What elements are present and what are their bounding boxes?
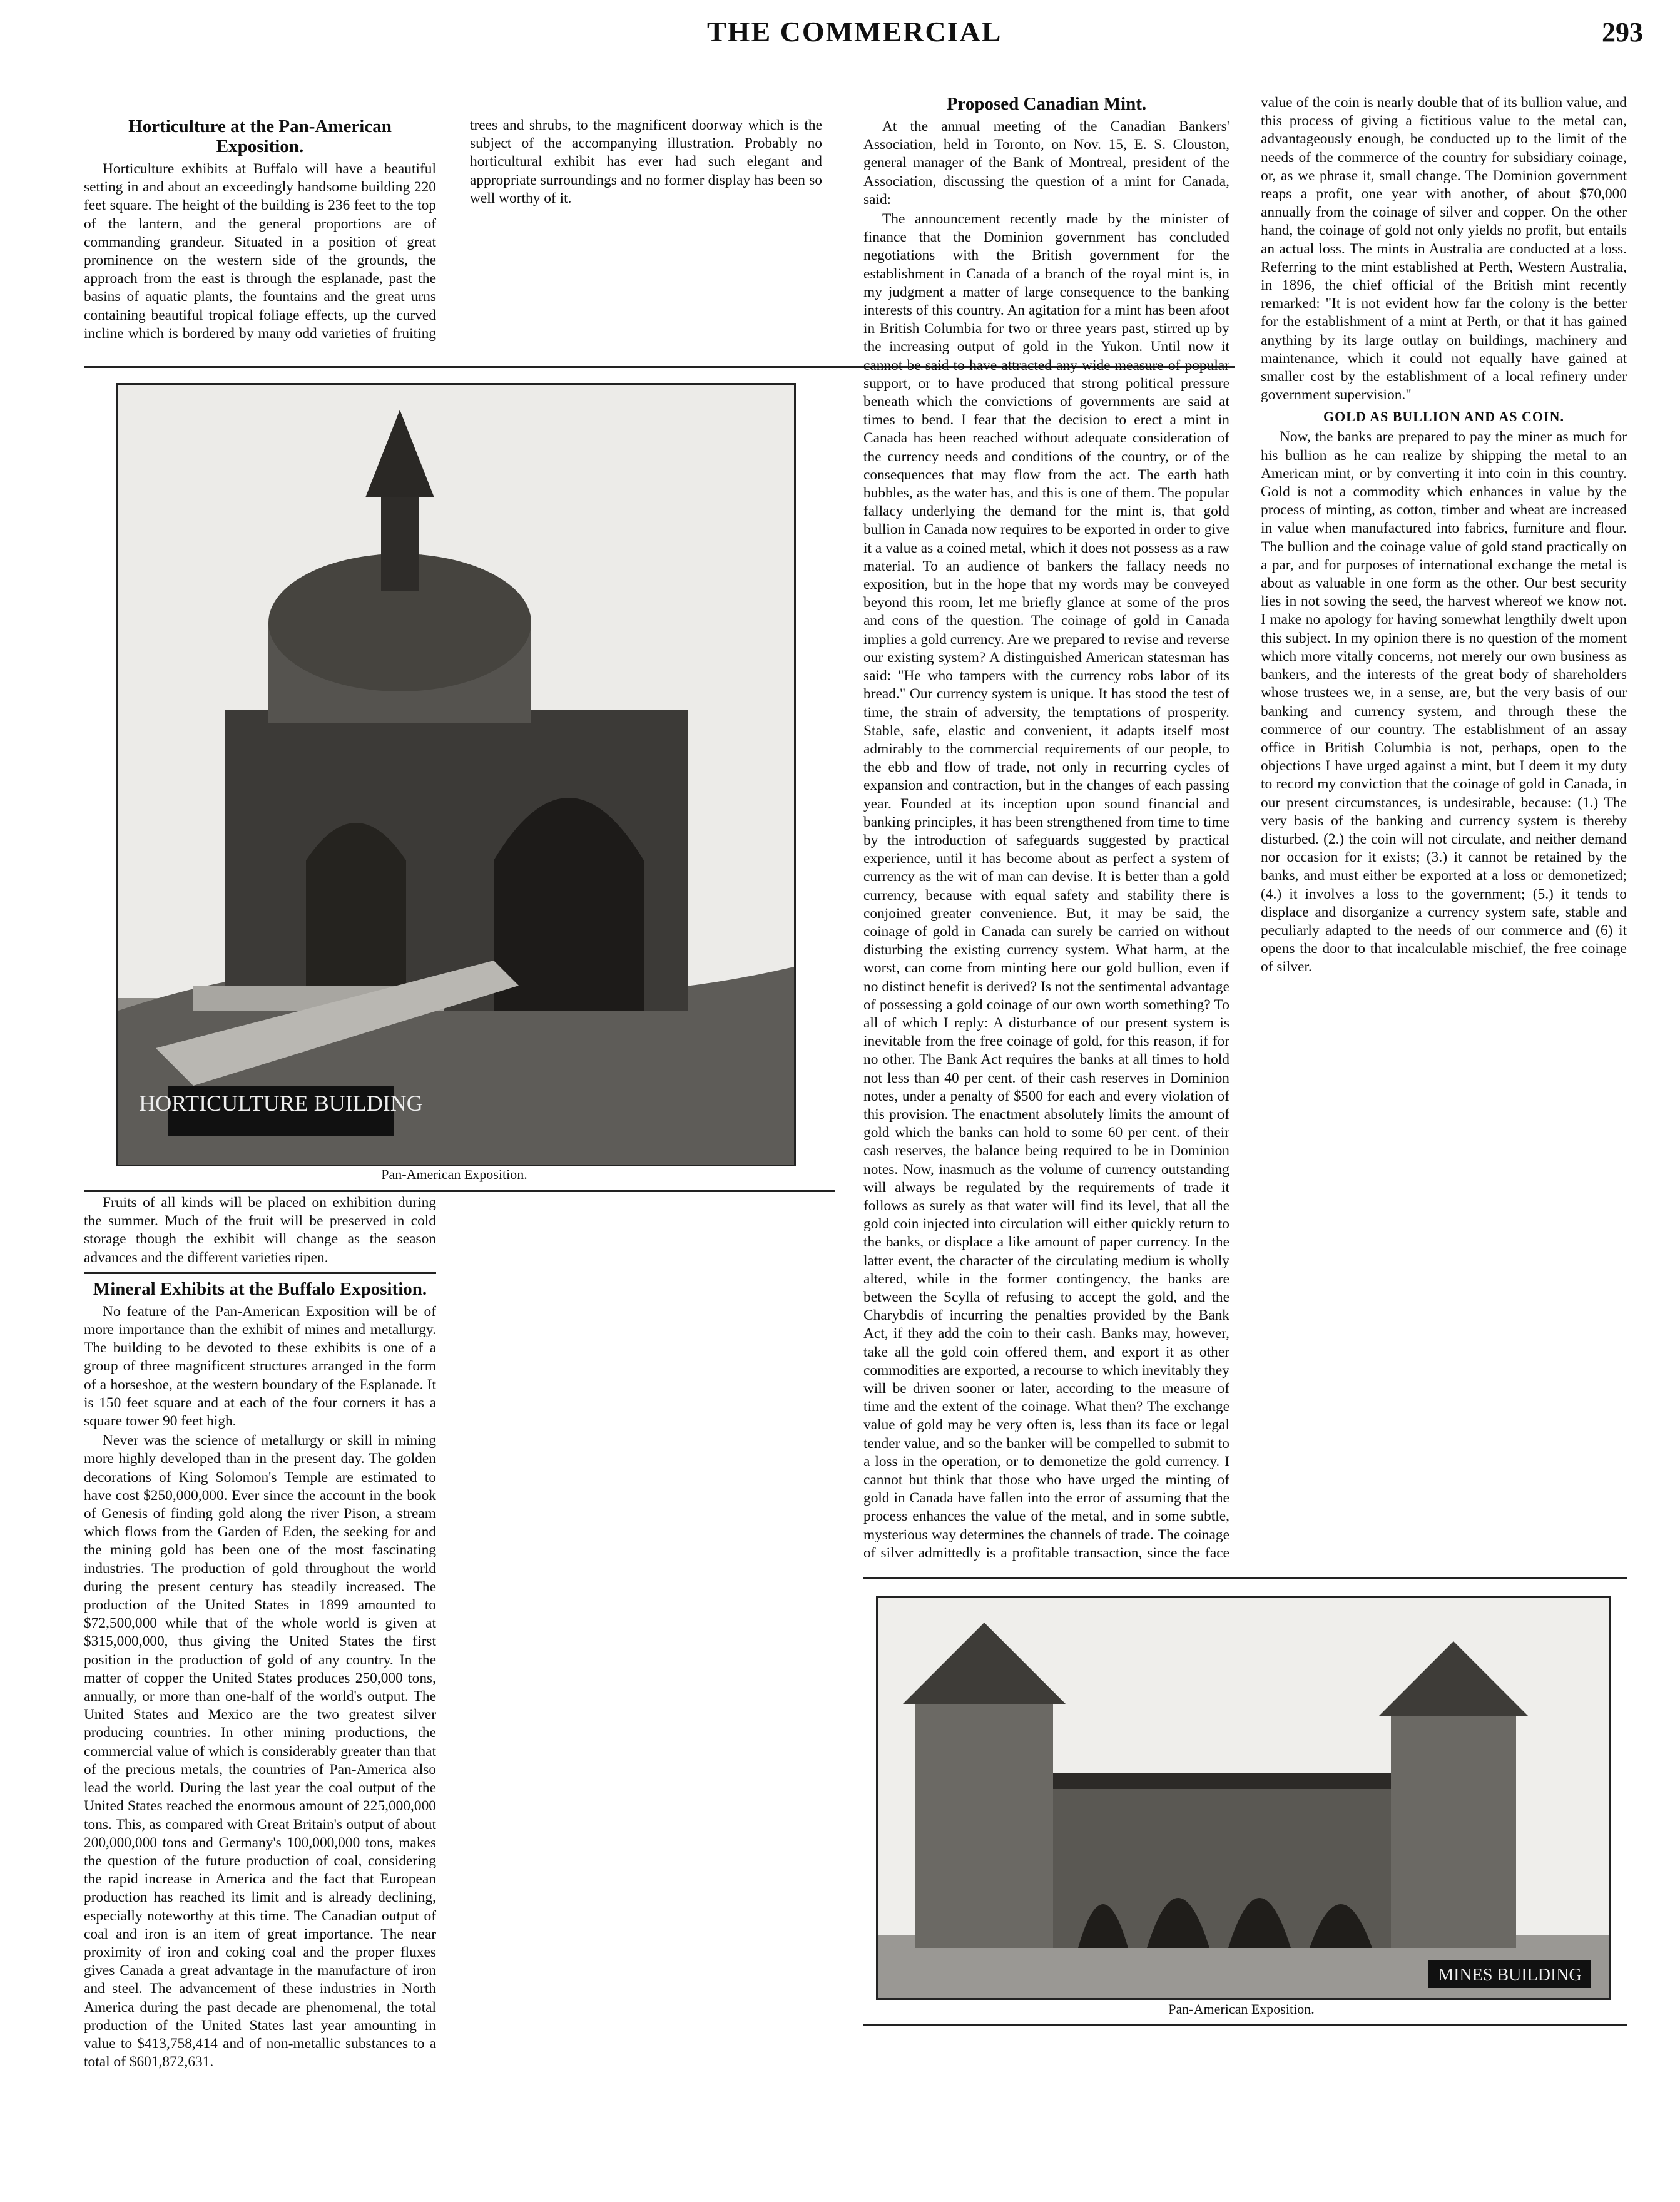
- mineral-paragraph: Never was the science of metallurgy or skill in mining more highly developed than in the present day. The golden decorations of King Solomon's Temple are estimated to have cost $250,000,000. Ever since the account in the book of Genesis of finding gold along the river Pison, a stream which flows from the Garden of Eden, the seeking for and the mining gold has been one of the most fascinating industries. The production of gold throughout the world during the present century has steadily increased. The production of the United States in 1899 amounted to $72,500,000 while that of the whole world is given at $315,000,000, thus giving the United States the first position in the production of gold of any country. In the matter of copper the United States produces 250,000 tons, annually, or more than one-half of the world's output. The United States and Mexico are the two greatest silver producing countries. In other mining productions, the commercial value of which is considerably greater than that of the precious metals, the countries of Pan-America also lead the world. During the last year the coal output of the United States reached the enormous amount of 225,000,000 tons. This, as compared with Great Britain's output of about 200,000,000 tons and Germany's 100,000,000 tons, makes the question of the future production of coal, considering the rapid increase in America and the fact that European production has reached its limit and is already declining, especially noteworthy at this time. The Canadian output of coal and iron is an item of great importance. The near proximity of iron and coking coal and the proper fluxes gives Canada a great advantage in the manufacture of iron and steel. The advancement of these industries in North America during the past decade are phenomenal, the total production of the United States last year amounting in value to $413,758,414 and of non-metallic substances to a total of $601,872,631.: [84, 1432, 436, 2071]
- mineral-paragraph: No feature of the Pan-American Exposition will be of more importance than the exhibit of mines and metallurgy. The building to be devoted to these exhibits is one of a group of three magnificent structures arranged in the form of a horseshoe, at the western boundary of the Esplanade. It is 150 feet square and at each of the four corners it has a square tower 90 feet high.: [84, 1303, 436, 1430]
- mint-paragraph: The announcement recently made by the minister of finance that the Dominion government has concluded negotiations with the British government for the establishment in Canada of a branch of the royal mint is, in my judgment a matter of large consequence to the banking interests of this country. An agitation for a mint has been afoot in British Columbia for two or three years past, stirred up by the increasing output of gold in the Yukon. Until now it cannot be said to have attracted any wide measure of popular support, or to have produced that strong political pressure beneath which the convictions of governments are said at times to bend. I fear that the decision to erect a mint in Canada has been reached without adequate consideration of the currency needs and conditions of the country, or of the consequences that may flow from the act. The earth hath bubbles, as the water has, and this is one of them. The popular fallacy underlying the demand for the mint is, that gold bullion in Canada now requires to be exported in order to give it a value as a coined metal, which it does not possess as a raw material. To an audience of bankers the fallacy needs no exposition, but in the hope that my words may be conveyed beyond this room, let me briefly glance at some of the pros and cons of the question. The coinage of gold in Canada implies a gold currency. Are we prepared to revise and reverse our existing system? A distinguished American statesman has said: "He who tampers with the currency robs labor of its bread." Our currency system is unique. It has stood the test of time, the strain of adversity, the temptations of prosperity. Stable, safe, elastic and convenient, it adapts itself most admirably to the commercial requirements of our people, to the ebb and flow of trade, not only in recurring cycles of expansion and contraction, but in the changes of each passing year. Founded at its inception upon sound financial and banking principles, it has been strengthened from time to time by the introduction of safeguards suggested by practical experience, until it has become about as perfect a system of currency as the wit of man can devise. It is better than a gold currency, because with equal safety and stability there is conjoined greater convenience. But, it may be said, the coinage of gold in Canada can surely be carried on without disturbing the existing currency system. What harm, at the worst, can come from minting here our gold bullion, even if no distinct benefit is derived? Is not the sentimental advantage of possessing a gold coinage of our own worth something? To all of which I reply: A disturbance of our present system is inevitable from the free coinage of gold, for this reason, if for no other. The Bank Act requires the banks at all times to hold not less than 40 per cent. of their cash reserves in Dominion notes, under a penalty of $500 for each and every violation of this provision. The enactment absolutely limits the amount of gold which the banks can hold to some 60 per cent. of their cash reserves, the balance being required to be in Dominion notes. Now, inasmuch as the volume of currency outstanding will always be regulated by the requirements of trade it follows as surely as that water will find its level, that all the gold coin injected into circulation will either quickly return to the banks, or displace a like amount of paper currency. In the latter event, the character of the circulating medium is wholly altered, while in the former contingency, the banks are between the Scylla of refusing to accept the gold, and the Charybdis of incurring the penalties provided by the Bank Act, if they add the coin to their cash. Banks may, however, take all the gold coin offered them, and export it as other commodities are exported, a recourse to which inevitably they will be driven sooner or later, according to the measure of time and the extent of the coinage. What then? The exchange value of gold may be very often is, less than its face or legal tender value, and so the banker will be compelled to submit to a loss in the operation, or to demonetize the gold currency. I cannot but think that those who have urged the minting of gold in Canada have fallen into the error of assuming that the process enhances the value of the metal, and in some subtle, mysterious way determines the channels of trade. The coinage of silver admittedly is a profitable transaction, since the face value of the coin is nearly double that of its bullion value, and this process of giving a fictitious value to the metal can, advantageously enough, be conducted up to the limit of the needs of the commerce of the country for subsidiary coinage, or, as we phrase it, small change. The Dominion government reaps a profit, one year with another, of about $70,000 annually from the coinage of silver and copper. On the other hand, the coinage of gold not only yields no profit, but entails an actual loss. The mints in Australia are conducted at a loss. Referring to the mint established at Perth, Western Australia, in 1896, the chief official of the British mint recently remarked: "It is not evident how far the colony is the better for the establishment of a mint at Perth, or that it has gained anything by its large outlay on buildings, machinery and maintenance, which it could not equally have gained at smaller cost by the establishment of a local refinery under government supervision.": [863, 94, 1627, 1561]
- mines-building-sign: MINES BUILDING: [1438, 1965, 1582, 1985]
- mines-building-illustration: [876, 1596, 1611, 2000]
- divider-rule: [84, 1190, 835, 1192]
- horticulture-mineral-columns: [84, 1194, 822, 2195]
- divider-rule: [863, 1577, 1627, 1579]
- horticulture-paragraph: Horticulture exhibits at Buffalo will have a beautiful setting in and about an exceedingly handsome building 220 feet square. The height of the building is 236 feet to the top of the lantern, and the general proportions are of commanding grandeur. Situated in a position of great prominence on the western side of the grounds, the approach from the east is through the esplanade, past the basins of aquatic plants, the fountains and the great urns containing beautiful tropical foliage effects, up the curved incline which is bordered by many odd varieties of fruiting trees and shrubs, to the magnificent doorway which is the subject of the accompanying illustration. Probably no horticultural exhibit has ever had such elegant and appropriate surroundings and no former display has been so well worthy of it.: [84, 117, 822, 342]
- mines-building-drawing: [878, 1598, 1609, 1998]
- mines-figure-caption: Pan-American Exposition.: [1168, 2001, 1315, 2017]
- horticulture-building-illustration: [116, 383, 796, 1166]
- horticulture-figure-caption: Pan-American Exposition.: [381, 1166, 527, 1182]
- publication-title: THE COMMERCIAL: [707, 16, 1002, 48]
- mint-subheading: GOLD AS BULLION AND AS COIN.: [1323, 409, 1564, 425]
- horticulture-article: [84, 116, 822, 360]
- mint-heading: Proposed Canadian Mint.: [946, 94, 1147, 114]
- page-number: 293: [1602, 17, 1643, 48]
- horticulture-building-sign: HORTICULTURE BUILDING: [139, 1091, 423, 1116]
- mint-paragraph: Now, the banks are prepared to pay the miner as much for his bullion as he can realize by shipping the metal to an American mint, or by converting it into coin in this country. Gold is not a commodity which enhances in value by the process of minting, as cotton, timber and wheat are increased in value when manufactured into fabrics, furniture and flour. The bullion and the coinage value of gold stand practically on a par, and for purposes of international exchange the metal is about as valuable in one form as the other. Our best security lies in not sowing the seed, the harvest whereof we know not. I make no apology for having somewhat lengthily dwelt upon this subject. In my opinion there is no question of the moment which more vitally concerns, not merely our own business as bankers, and the interests of the great body of shareholders whose trustees we, in a sense, are, but the very basis of our banking and currency system, and through these the commerce of our country. The establishment of an assay office in British Columbia is not, perhaps, open to the objections I have urged against a mint, but I deem it my duty to record my conviction that the coinage of gold in Canada, in our present circumstances, is undesirable, because: (1.) The very basis of the banking and currency system is thereby disturbed. (2.) the coin will not circulate, and neither demand nor occasion for it exists; (3.) it cannot be retained by the banks, and must either be exported at a loss or demonetized; (4.) it involves a loss to the government; (5.) it tends to displace and disorganize a currency system safe, stable and peculiarly adapted to the needs of our commerce and (6) it opens the door to that incalculable mischief, the free coinage of silver.: [1261, 429, 1627, 976]
- mint-intro: At the annual meeting of the Canadian Bankers' Association, held in Toronto, on Nov. 15, E. S. Clouston, general manager of the Bank of Montreal, president of the Association, discussing the question of a mint for Canada, said:: [863, 118, 1229, 208]
- horticulture-heading: Horticulture at the Pan-American Exposition.: [128, 116, 392, 156]
- mineral-heading: Mineral Exhibits at the Buffalo Exposition.: [93, 1278, 427, 1299]
- mint-article: [863, 94, 1627, 1577]
- divider-rule: [863, 2024, 1627, 2026]
- horticulture-building-drawing: [118, 385, 794, 1165]
- horticulture-paragraph: Fruits of all kinds will be placed on exhibition during the summer. Much of the fruit will be preserved in cold storage though the exhibit will change as the season advances and the different varieties ripen.: [84, 1195, 436, 1266]
- masthead: [0, 9, 1680, 59]
